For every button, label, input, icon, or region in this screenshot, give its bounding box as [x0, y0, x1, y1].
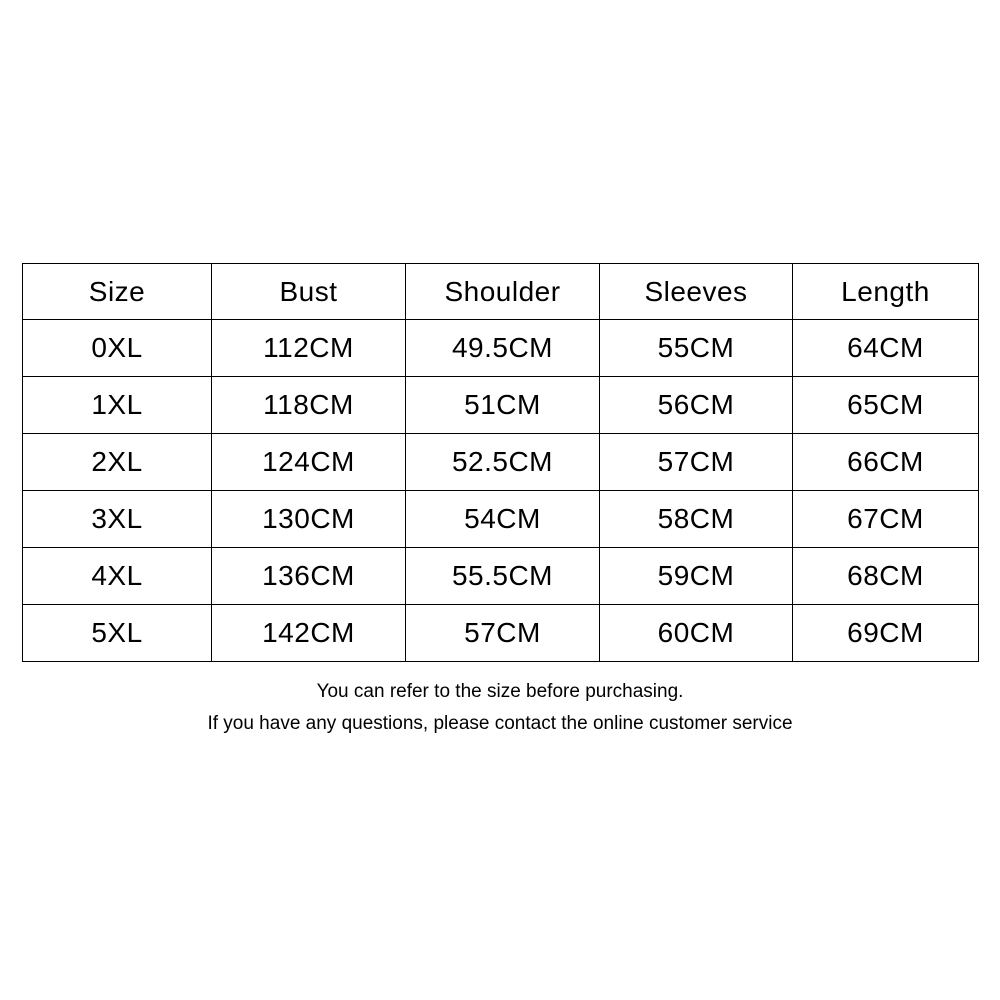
length-cell: 66CM	[793, 434, 979, 491]
table-row	[23, 548, 979, 605]
bust-cell: 130CM	[212, 491, 406, 548]
column-header-shoulder: Shoulder	[406, 264, 600, 320]
column-header-sleeves: Sleeves	[600, 264, 793, 320]
table-row	[23, 605, 979, 662]
bust-cell: 118CM	[212, 377, 406, 434]
sleeves-cell: 56CM	[600, 377, 793, 434]
table-row	[23, 377, 979, 434]
shoulder-cell: 52.5CM	[406, 434, 600, 491]
length-cell: 64CM	[793, 320, 979, 377]
sleeves-cell: 58CM	[600, 491, 793, 548]
length-cell: 65CM	[793, 377, 979, 434]
table-row	[23, 320, 979, 377]
sleeves-cell: 59CM	[600, 548, 793, 605]
bust-cell: 112CM	[212, 320, 406, 377]
bust-cell: 142CM	[212, 605, 406, 662]
footer-note-2: If you have any questions, please contact the online customer service	[207, 713, 793, 734]
size-cell: 4XL	[23, 548, 212, 605]
shoulder-cell: 55.5CM	[406, 548, 600, 605]
length-cell: 68CM	[793, 548, 979, 605]
shoulder-cell: 51CM	[406, 377, 600, 434]
sleeves-cell: 57CM	[600, 434, 793, 491]
bust-cell: 136CM	[212, 548, 406, 605]
column-header-length: Length	[793, 264, 979, 320]
shoulder-cell: 54CM	[406, 491, 600, 548]
sleeves-cell: 60CM	[600, 605, 793, 662]
size-cell: 0XL	[23, 320, 212, 377]
size-chart-table	[22, 263, 979, 662]
sleeves-cell: 55CM	[600, 320, 793, 377]
table-row	[23, 491, 979, 548]
length-cell: 69CM	[793, 605, 979, 662]
size-cell: 2XL	[23, 434, 212, 491]
size-cell: 5XL	[23, 605, 212, 662]
size-cell: 3XL	[23, 491, 212, 548]
table-row	[23, 434, 979, 491]
column-header-size: Size	[23, 264, 212, 320]
shoulder-cell: 57CM	[406, 605, 600, 662]
table-header-row	[23, 264, 979, 320]
length-cell: 67CM	[793, 491, 979, 548]
footer-note-1: You can refer to the size before purchasing.	[316, 681, 684, 702]
size-cell: 1XL	[23, 377, 212, 434]
column-header-bust: Bust	[212, 264, 406, 320]
bust-cell: 124CM	[212, 434, 406, 491]
shoulder-cell: 49.5CM	[406, 320, 600, 377]
